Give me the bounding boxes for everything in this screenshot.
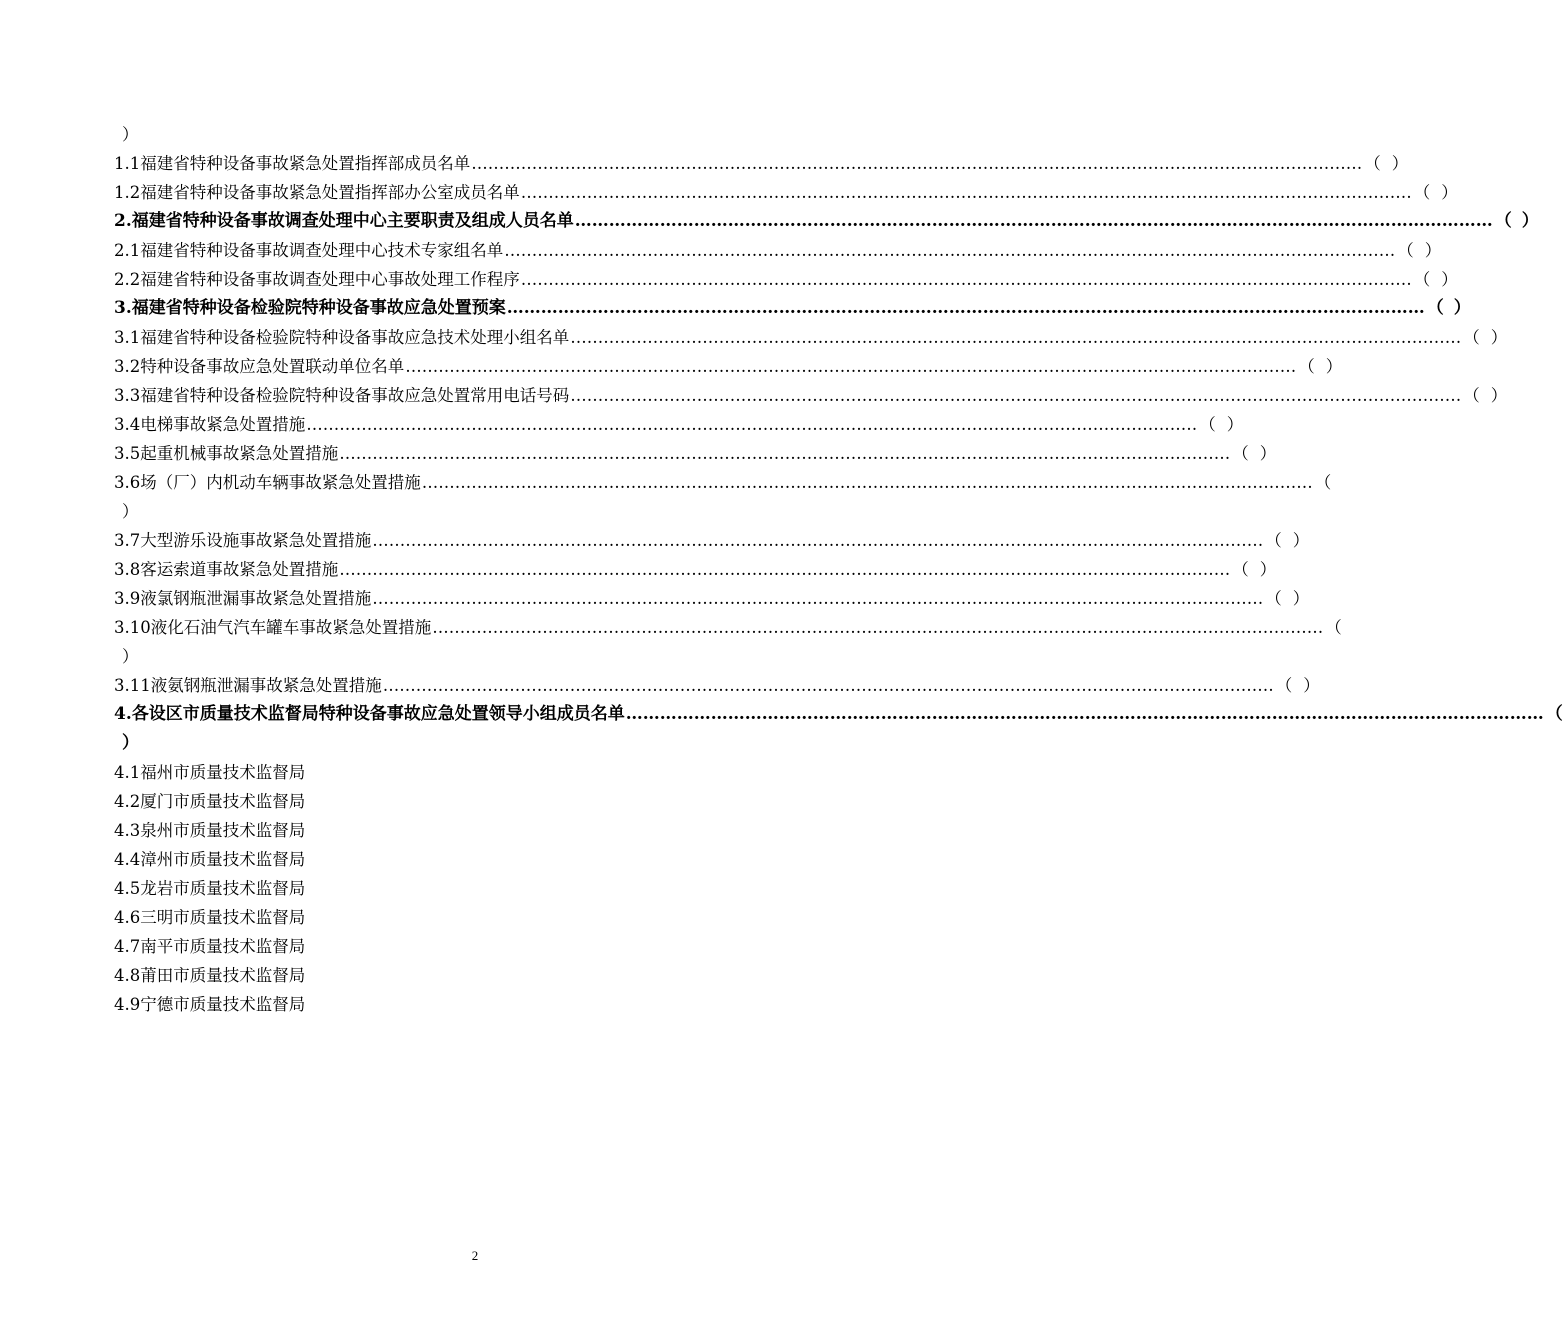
open-paren: （ — [1413, 270, 1431, 289]
open-paren: （ — [1413, 183, 1431, 202]
toc-entries — [114, 149, 1563, 758]
toc-entry-title: 1.1福建省特种设备事故紧急处置指挥部成员名单 — [114, 154, 471, 173]
toc-page-ref — [1414, 178, 1458, 207]
toc-leader-dots — [626, 700, 1544, 729]
toc-page-ref — [1199, 410, 1243, 439]
close-paren: ） — [1424, 241, 1442, 260]
list-item: 4.1福州市质量技术监督局 — [114, 763, 306, 782]
toc-entry — [114, 468, 1332, 497]
close-paren: ） — [1490, 328, 1508, 347]
open-paren: （ — [1494, 211, 1512, 231]
toc-page-ref — [1298, 352, 1342, 381]
toc-leader-dots — [339, 439, 1230, 468]
toc-leader-dots — [339, 555, 1230, 584]
toc-wrapped-close-paren: ） — [122, 502, 139, 521]
list-item: 4.2厦门市质量技术监督局 — [114, 792, 306, 811]
toc-leader-dots — [570, 381, 1461, 410]
toc-entry — [114, 236, 1442, 265]
page-number: 2 — [471, 1248, 479, 1263]
list-item: 4.5龙岩市质量技术监督局 — [114, 879, 306, 898]
toc-page-ref — [1427, 294, 1471, 323]
toc-entry-title: 3.1福建省特种设备检验院特种设备事故应急技术处理小组名单 — [114, 328, 570, 347]
toc-entry-title: 4.各设区市质量技术监督局特种设备事故应急处置领导小组成员名单 — [114, 704, 625, 724]
open-paren: （ — [1314, 473, 1332, 492]
toc-entry-title: 3.9液氯钢瓶泄漏事故紧急处置措施 — [114, 589, 372, 608]
toc-leader-dots — [521, 265, 1412, 294]
toc-entry — [114, 613, 1342, 642]
toc-entry-title: 2.福建省特种设备事故调查处理中心主要职责及组成人员名单 — [114, 211, 574, 231]
open-paren: （ — [1232, 444, 1249, 463]
close-paren: ） — [1303, 676, 1320, 695]
toc-page-ref — [1232, 439, 1276, 468]
toc-entry-title: 3.6场（厂）内机动车辆事故紧急处置措施 — [114, 473, 421, 492]
toc-page-ref — [1265, 584, 1309, 613]
list-item: 4.8莆田市质量技术监督局 — [114, 966, 306, 985]
toc-leader-dots — [570, 323, 1461, 352]
toc-entry-title: 1.2福建省特种设备事故紧急处置指挥部办公室成员名单 — [114, 183, 520, 202]
open-paren: （ — [1545, 704, 1563, 724]
toc-page-ref — [1265, 526, 1309, 555]
open-paren: （ — [1265, 589, 1282, 608]
list-item: 4.3泉州市质量技术监督局 — [114, 821, 306, 840]
close-paren: ） — [1441, 270, 1458, 289]
toc-page-ref — [1276, 671, 1320, 700]
close-paren: ） — [1226, 415, 1244, 434]
toc-leader-dots — [405, 352, 1296, 381]
toc-leader-dots — [471, 149, 1362, 178]
toc-page-ref — [1495, 207, 1539, 236]
open-paren: （ — [1275, 676, 1293, 695]
toc-entry-title: 3.3福建省特种设备检验院特种设备事故应急处置常用电话号码 — [114, 386, 570, 405]
toc-entry — [114, 207, 1539, 236]
toc-entry — [114, 352, 1343, 381]
toc-entry — [114, 439, 1277, 468]
close-paren: ） — [1521, 211, 1539, 231]
toc-entry — [114, 526, 1310, 555]
toc-page-ref — [1314, 468, 1332, 497]
toc-wrapped-close-paren: ） — [122, 647, 139, 666]
toc-leader-dots — [507, 294, 1425, 323]
close-paren: ） — [1441, 183, 1458, 202]
toc-entry-title: 2.1福建省特种设备事故调查处理中心技术专家组名单 — [114, 241, 504, 260]
close-paren: ） — [1325, 357, 1343, 376]
close-paren: ） — [1490, 386, 1508, 405]
table-of-contents — [114, 120, 1563, 1019]
toc-entry-title: 3.4电梯事故紧急处置措施 — [114, 415, 306, 434]
toc-leader-dots — [432, 613, 1323, 642]
toc-entry — [114, 381, 1508, 410]
open-paren: （ — [1364, 154, 1381, 173]
toc-leader-dots — [306, 410, 1197, 439]
toc-page-ref — [1232, 555, 1276, 584]
list-item: 4.9宁德市质量技术监督局 — [114, 995, 306, 1014]
close-paren: ） — [1259, 560, 1277, 579]
close-paren: ） — [1292, 589, 1310, 608]
open-paren: （ — [1265, 531, 1282, 550]
toc-entry — [114, 265, 1458, 294]
toc-entry — [114, 555, 1277, 584]
toc-leader-dots — [383, 671, 1274, 700]
toc-entry-title: 3.10液化石油气汽车罐车事故紧急处置措施 — [114, 618, 432, 637]
open-paren: （ — [1397, 241, 1414, 260]
toc-leader-dots — [372, 526, 1263, 555]
open-paren: （ — [1325, 618, 1342, 637]
toc-entry-title: 3.7大型游乐设施事故紧急处置措施 — [114, 531, 372, 550]
toc-entry-title: 3.2特种设备事故应急处置联动单位名单 — [114, 357, 405, 376]
toc-page-ref — [1397, 236, 1441, 265]
toc-entry — [114, 149, 1409, 178]
toc-entry-title: 3.福建省特种设备检验院特种设备事故应急处置预案 — [114, 298, 506, 318]
open-paren: （ — [1199, 415, 1216, 434]
toc-page-ref — [1325, 613, 1342, 642]
toc-page-ref — [1364, 149, 1408, 178]
toc-entry-title: 2.2福建省特种设备事故调查处理中心事故处理工作程序 — [114, 270, 520, 289]
toc-entry — [114, 671, 1320, 700]
toc-entry — [114, 584, 1310, 613]
toc-entry-title: 3.8客运索道事故紧急处置措施 — [114, 560, 339, 579]
close-paren: ） — [1453, 298, 1471, 318]
toc-page-ref — [1545, 700, 1563, 729]
toc-entry — [114, 294, 1471, 323]
toc-leader-dots — [575, 207, 1493, 236]
toc-page-ref — [1463, 381, 1507, 410]
open-paren: （ — [1298, 357, 1315, 376]
toc-leader-dots — [521, 178, 1412, 207]
toc-entry-title: 3.5起重机械事故紧急处置措施 — [114, 444, 339, 463]
list-item: 4.4漳州市质量技术监督局 — [114, 850, 306, 869]
close-paren: ） — [1391, 154, 1409, 173]
toc-entry — [114, 410, 1244, 439]
toc-leader-dots — [372, 584, 1263, 613]
list-item: 4.7南平市质量技术监督局 — [114, 937, 306, 956]
open-paren: （ — [1463, 386, 1480, 405]
open-paren: （ — [1426, 298, 1444, 318]
list-item: 4.6三明市质量技术监督局 — [114, 908, 306, 927]
toc-page-ref — [1414, 265, 1458, 294]
toc-leader-dots — [422, 468, 1313, 497]
toc-wrapped-close-paren: ） — [122, 733, 139, 753]
toc-entry — [114, 323, 1508, 352]
close-paren: ） — [1292, 531, 1310, 550]
toc-entry-title: 3.11液氨钢瓶泄漏事故紧急处置措施 — [114, 676, 382, 695]
toc-page-ref — [1463, 323, 1507, 352]
toc-entry — [114, 178, 1458, 207]
open-paren: （ — [1463, 328, 1480, 347]
close-paren: ） — [1259, 444, 1277, 463]
toc-entry — [114, 700, 1563, 729]
open-paren: （ — [1232, 560, 1249, 579]
toc-leader-dots — [504, 236, 1395, 265]
city-bureau-list — [114, 758, 856, 1019]
toc-continuation-paren: ） — [122, 125, 139, 144]
